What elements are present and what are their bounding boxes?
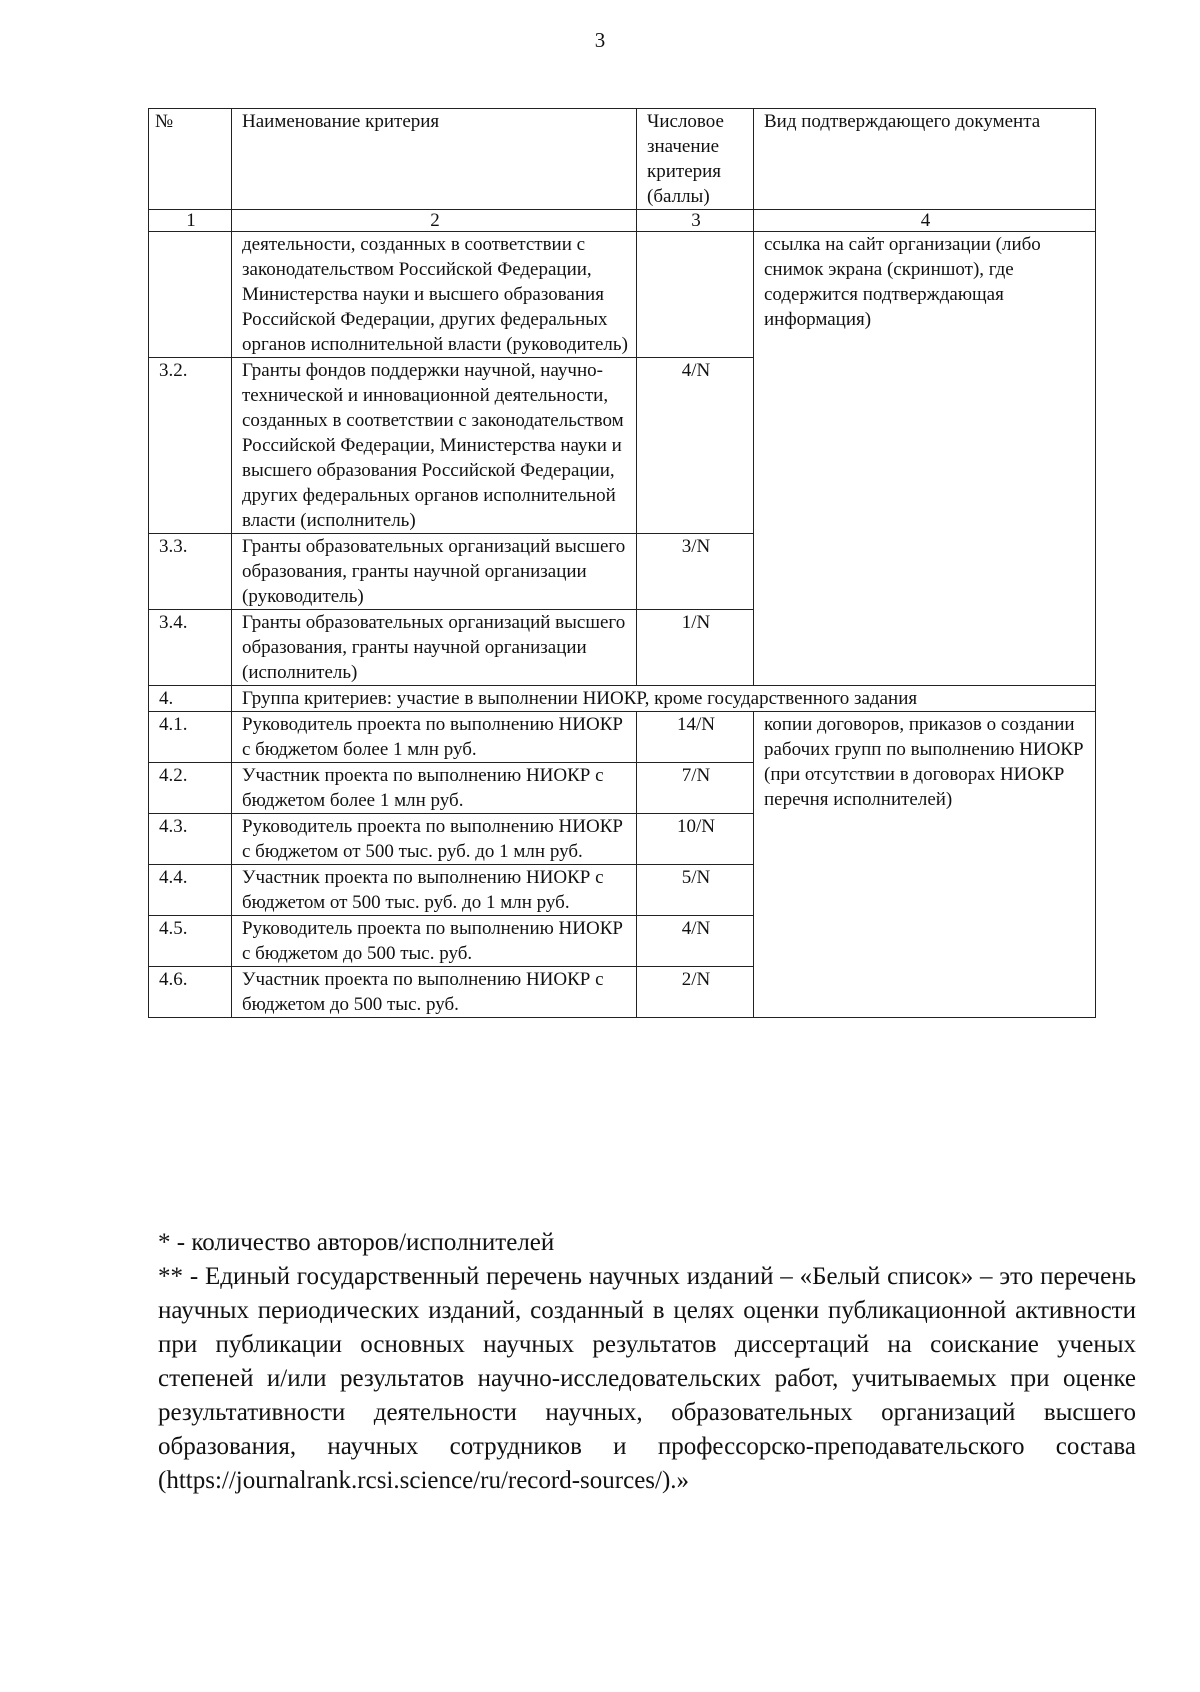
group-title: Группа критериев: участие в выполнении НИОКР, кроме государственного задания <box>232 686 1096 712</box>
column-number: 1 <box>149 210 232 232</box>
row-number: 4.2. <box>149 763 232 814</box>
column-number: 2 <box>232 210 637 232</box>
header-document-type: Вид подтверждающего документа <box>754 109 1096 210</box>
table-row <box>149 232 1096 358</box>
footnote-authors: * - количество авторов/исполнителей <box>158 1229 555 1256</box>
footnotes <box>158 1226 1136 1498</box>
table-row <box>149 712 1096 763</box>
row-criterion-value: 5/N <box>637 865 754 916</box>
column-number: 4 <box>754 210 1096 232</box>
row-criterion-name: Участник проекта по выполнению НИОКР с бюджетом более 1 млн руб. <box>232 763 637 814</box>
row-criterion-name: деятельности, созданных в соответствии с законодательством Российской Федерации, Министерства науки и высшего образования Российской Федерации, других федеральных органов исполнительной власти (руководитель) <box>232 232 637 358</box>
row-criterion-value: 4/N <box>637 916 754 967</box>
row-number: 3.2. <box>149 358 232 534</box>
row-criterion-name: Участник проекта по выполнению НИОКР с бюджетом до 500 тыс. руб. <box>232 967 637 1018</box>
row-number <box>149 232 232 358</box>
row-criterion-value: 2/N <box>637 967 754 1018</box>
row-number: 3.3. <box>149 534 232 610</box>
row-number: 4.4. <box>149 865 232 916</box>
page-number: 3 <box>594 28 606 52</box>
row-criterion-name: Руководитель проекта по выполнению НИОКР с бюджетом более 1 млн руб. <box>232 712 637 763</box>
group-row <box>149 686 1096 712</box>
header-number: № <box>149 109 232 210</box>
row-number: 3.4. <box>149 610 232 686</box>
group-number: 4. <box>149 686 232 712</box>
column-number-row <box>149 210 1096 232</box>
row-criterion-value: 1/N <box>637 610 754 686</box>
row-number: 4.5. <box>149 916 232 967</box>
footnote-white-list: ** - Единый государственный перечень научных изданий – «Белый список» – это перечень научных периодических изданий, созданный в целях оценки публикационной активности при публикации основных научных результатов диссертаций на соискание ученых степеней и/или результатов научно-исследовательских работ, учитываемых при оценке результативности деятельности научных, образовательных организаций высшего образования, научных сотрудников и профессорско-преподавательского состава (https://journalrank.rcsi.science/ru/record-sources/).» <box>158 1263 1136 1494</box>
header-criterion-name: Наименование критерия <box>232 109 637 210</box>
row-criterion-name: Участник проекта по выполнению НИОКР с бюджетом от 500 тыс. руб. до 1 млн руб. <box>232 865 637 916</box>
row-number: 4.6. <box>149 967 232 1018</box>
row-criterion-value: 4/N <box>637 358 754 534</box>
row-criterion-value: 10/N <box>637 814 754 865</box>
row-criterion-value: 14/N <box>637 712 754 763</box>
row-criterion-name: Гранты фондов поддержки научной, научно-технической и инновационной деятельности, созданных в соответствии с законодательством Российской Федерации, Министерства науки и высшего образования Российской Федерации, других федеральных органов исполнительной власти (исполнитель) <box>232 358 637 534</box>
row-number: 4.3. <box>149 814 232 865</box>
row-criterion-value: 3/N <box>637 534 754 610</box>
criteria-table <box>148 108 1096 1018</box>
row-criterion-name: Гранты образовательных организаций высшего образования, гранты научной организации (исполнитель) <box>232 610 637 686</box>
row-document-type: ссылка на сайт организации (либо снимок экрана (скриншот), где содержится подтверждающая информация) <box>754 232 1096 686</box>
table-header-row <box>149 109 1096 210</box>
row-criterion-name: Гранты образовательных организаций высшего образования, гранты научной организации (руководитель) <box>232 534 637 610</box>
row-criterion-name: Руководитель проекта по выполнению НИОКР с бюджетом до 500 тыс. руб. <box>232 916 637 967</box>
row-criterion-name: Руководитель проекта по выполнению НИОКР с бюджетом от 500 тыс. руб. до 1 млн руб. <box>232 814 637 865</box>
row-criterion-value: 7/N <box>637 763 754 814</box>
header-criterion-value: Числовое значение критерия (баллы) <box>637 109 754 210</box>
row-criterion-value <box>637 232 754 358</box>
row-document-type: копии договоров, приказов о создании рабочих групп по выполнению НИОКР (при отсутствии в договорах НИОКР перечня исполнителей) <box>754 712 1096 1018</box>
row-number: 4.1. <box>149 712 232 763</box>
column-number: 3 <box>637 210 754 232</box>
